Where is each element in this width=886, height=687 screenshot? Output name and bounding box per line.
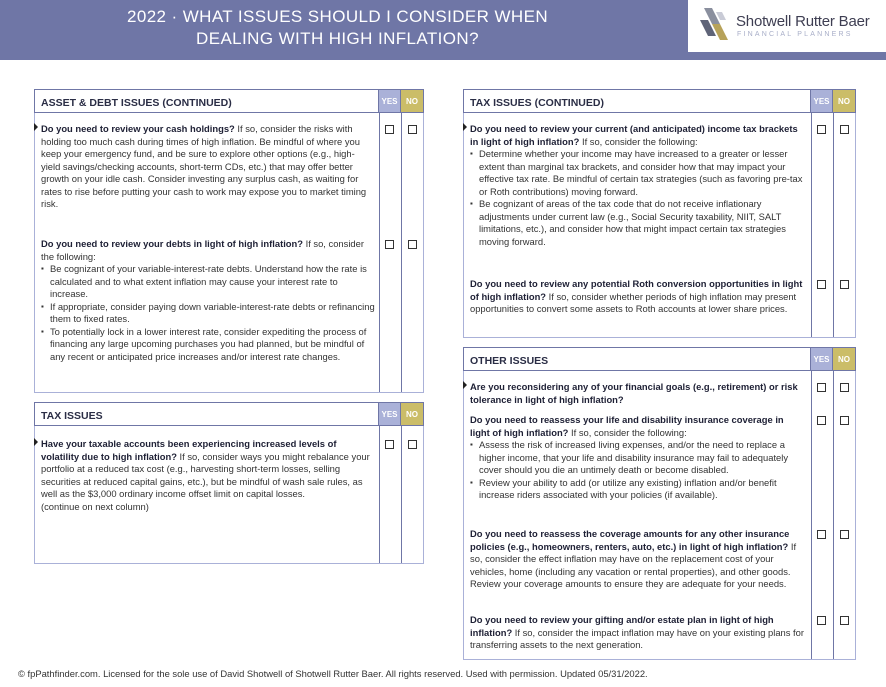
item-text: If so, consider ways you might rebalance your portfolio at a reduced tax cost (e.g., harvesting short-term losses, selling securities at reduced capital gains, etc.), but be mindful of wash sale rules, as well as the $3,000 ordinary income offset limit on capital losses. bbox=[41, 450, 370, 499]
item-marker-icon bbox=[34, 438, 38, 446]
item-text: If so, consider the risks with holding too much cash during times of high inflation. Be mindful of where you keep your emergency fund, and be sure to explore other options (e.g., high-yield savings/checking accounts, short-term CDs, etc.) that may offer better growth on your idle cash. Consider investing any surplus cash, as waiting for rates to rise before putting your cash to work may expose you to market timing risk. bbox=[41, 123, 367, 209]
section-header bbox=[463, 89, 856, 113]
item-question: Do you need to review your current (and anticipated) income tax brackets in light of high inflation? bbox=[470, 123, 798, 147]
item-text: If so, consider the impact inflation may have on your existing plans for transferring assets to the next generation. bbox=[470, 626, 805, 650]
yes-checkbox[interactable] bbox=[817, 383, 826, 392]
checklist-item bbox=[470, 278, 806, 316]
footer-copyright: © fpPathfinder.com. Licensed for the sole use of David Shotwell of Shotwell Rutter Baer. All rights reserved. Used with permission. Updated 05/31/2022. bbox=[18, 668, 648, 679]
yes-checkbox[interactable] bbox=[817, 125, 826, 134]
yes-column-header: YES bbox=[811, 348, 833, 370]
item-marker-icon bbox=[34, 123, 38, 131]
item-question: Do you need to reassess the coverage amounts for any other insurance policies (e.g., homeowners, renters, auto, etc.) in light of high inflation? bbox=[470, 528, 790, 552]
bullet-item: ▪ Determine whether your income may have increased to a greater or lesser extent than marginal tax brackets, and consider how that may impact your effective tax rate. Be mindful of certain tax strategies (such as favoring pre-tax or Roth contributions) moving forward. bbox=[470, 148, 806, 198]
no-checkbox[interactable] bbox=[840, 616, 849, 625]
item-text: If so, consider the following: bbox=[41, 238, 364, 262]
continue-note: (continue on next column) bbox=[41, 500, 149, 512]
section-title: TAX ISSUES bbox=[35, 403, 379, 425]
item-question: Do you need to review your debts in light of high inflation? bbox=[41, 238, 303, 249]
item-question: Do you need to review your gifting and/or estate plan in light of high inflation? bbox=[470, 614, 774, 638]
no-column-header: NO bbox=[833, 90, 855, 112]
section-header bbox=[463, 347, 856, 371]
bullet-list bbox=[470, 148, 806, 248]
bullet-item: ▪ If appropriate, consider paying down variable-interest-rate debts or refinancing them to fixed rates. bbox=[41, 301, 375, 326]
item-text: If so, consider the effect inflation may have on the replacement cost of your vehicles, home (including any vacation or rental properties), and other goods. Review your coverage amounts to ensure they are adequate for your needs. bbox=[470, 540, 797, 589]
section-body bbox=[463, 113, 856, 338]
section-title: ASSET & DEBT ISSUES (CONTINUED) bbox=[35, 90, 379, 112]
column-divider bbox=[401, 426, 402, 563]
bullet-item: ▪ To potentially lock in a lower interest rate, consider expediting the process of financing any large upcoming purchases you had planned, but be mindful of any recent or anticipated price increases and/or interest rate changes. bbox=[41, 326, 375, 364]
section-tax-continued bbox=[463, 89, 856, 338]
checklist-item bbox=[41, 123, 371, 211]
section-asset-debt bbox=[34, 89, 424, 393]
item-question: Are you reconsidering any of your financial goals (e.g., retirement) or risk tolerance in light of high inflation? bbox=[470, 381, 798, 405]
no-checkbox[interactable] bbox=[840, 416, 849, 425]
column-divider bbox=[401, 113, 402, 392]
column-divider bbox=[833, 113, 834, 337]
no-checkbox[interactable] bbox=[840, 125, 849, 134]
item-question: Do you need to reassess your life and disability insurance coverage in light of high inflation? bbox=[470, 414, 784, 438]
item-text: If so, consider whether periods of high inflation may present opportunities to convert some assets to Roth accounts at lower share prices. bbox=[470, 290, 797, 314]
item-question: Have your taxable accounts been experiencing increased levels of volatility due to high inflation? bbox=[41, 438, 337, 462]
no-checkbox[interactable] bbox=[408, 125, 417, 134]
logo-subtitle: FINANCIAL PLANNERS bbox=[737, 31, 853, 38]
column-divider bbox=[811, 113, 812, 337]
section-body bbox=[34, 113, 424, 393]
bullet-list bbox=[470, 439, 806, 502]
bullet-item: ▪ Be cognizant of your variable-interest-rate debts. Understand how the rate is calculated and to what extent inflation may cause your interest rate to increase. bbox=[41, 263, 375, 301]
title-line-1: 2022 · WHAT ISSUES SHOULD I CONSIDER WHEN bbox=[126, 7, 548, 26]
no-column-header: NO bbox=[401, 90, 423, 112]
logo-mark-icon bbox=[698, 4, 732, 46]
checklist-item bbox=[470, 414, 806, 502]
title-line-2: DEALING WITH HIGH INFLATION? bbox=[196, 29, 479, 48]
checklist-item bbox=[470, 528, 806, 591]
no-checkbox[interactable] bbox=[408, 240, 417, 249]
item-marker-icon bbox=[463, 381, 467, 389]
section-body bbox=[463, 371, 856, 660]
item-text: If so, consider the following: bbox=[568, 426, 687, 438]
bullet-list bbox=[41, 263, 375, 363]
no-checkbox[interactable] bbox=[408, 440, 417, 449]
column-divider bbox=[379, 426, 380, 563]
yes-checkbox[interactable] bbox=[385, 240, 394, 249]
no-checkbox[interactable] bbox=[840, 280, 849, 289]
checklist-item bbox=[41, 238, 375, 363]
no-column-header: NO bbox=[833, 348, 855, 370]
column-divider bbox=[811, 371, 812, 659]
section-other bbox=[463, 347, 856, 660]
bullet-item: ▪ Be cognizant of areas of the tax code that do not receive inflationary adjustments under current law (e.g., Social Security taxability, NIIT, SALT limitations, etc.), and consider how that might impact certain tax strategies moving forward. bbox=[470, 198, 806, 248]
yes-checkbox[interactable] bbox=[385, 125, 394, 134]
company-logo bbox=[688, 0, 886, 52]
section-header bbox=[34, 89, 424, 113]
logo-name: Shotwell Rutter Baer bbox=[736, 13, 870, 30]
bullet-item: ▪ Review your ability to add (or utilize any existing) inflation and/or benefit increase riders associated with your policies (if available). bbox=[470, 477, 806, 502]
yes-column-header: YES bbox=[379, 403, 401, 425]
no-column-header: NO bbox=[401, 403, 423, 425]
yes-column-header: YES bbox=[379, 90, 401, 112]
checklist-item bbox=[470, 123, 806, 248]
yes-checkbox[interactable] bbox=[817, 416, 826, 425]
item-question: Do you need to review your cash holdings? bbox=[41, 123, 235, 134]
yes-checkbox[interactable] bbox=[817, 616, 826, 625]
yes-checkbox[interactable] bbox=[817, 530, 826, 539]
section-tax bbox=[34, 402, 424, 564]
yes-checkbox[interactable] bbox=[385, 440, 394, 449]
section-body bbox=[34, 426, 424, 564]
checklist-item bbox=[470, 381, 802, 406]
no-checkbox[interactable] bbox=[840, 530, 849, 539]
page-header bbox=[0, 0, 886, 60]
no-checkbox[interactable] bbox=[840, 383, 849, 392]
section-title: TAX ISSUES (CONTINUED) bbox=[464, 90, 811, 112]
yes-column-header: YES bbox=[811, 90, 833, 112]
item-question: Do you need to review any potential Roth conversion opportunities in light of high inflation? bbox=[470, 278, 803, 302]
bullet-item: ▪ Assess the risk of increased living expenses, and/or the need to replace a higher income, that your life and disability insurance may fail to adequately cover should you die an untimely death or become disabled. bbox=[470, 439, 806, 477]
section-title: OTHER ISSUES bbox=[464, 348, 811, 370]
column-divider bbox=[379, 113, 380, 392]
yes-checkbox[interactable] bbox=[817, 280, 826, 289]
checklist-item bbox=[470, 614, 806, 652]
item-text: If so, consider the following: bbox=[579, 135, 698, 147]
column-divider bbox=[833, 371, 834, 659]
checklist-item bbox=[41, 438, 375, 513]
section-header bbox=[34, 402, 424, 426]
item-marker-icon bbox=[463, 123, 467, 131]
page-title bbox=[0, 6, 675, 50]
